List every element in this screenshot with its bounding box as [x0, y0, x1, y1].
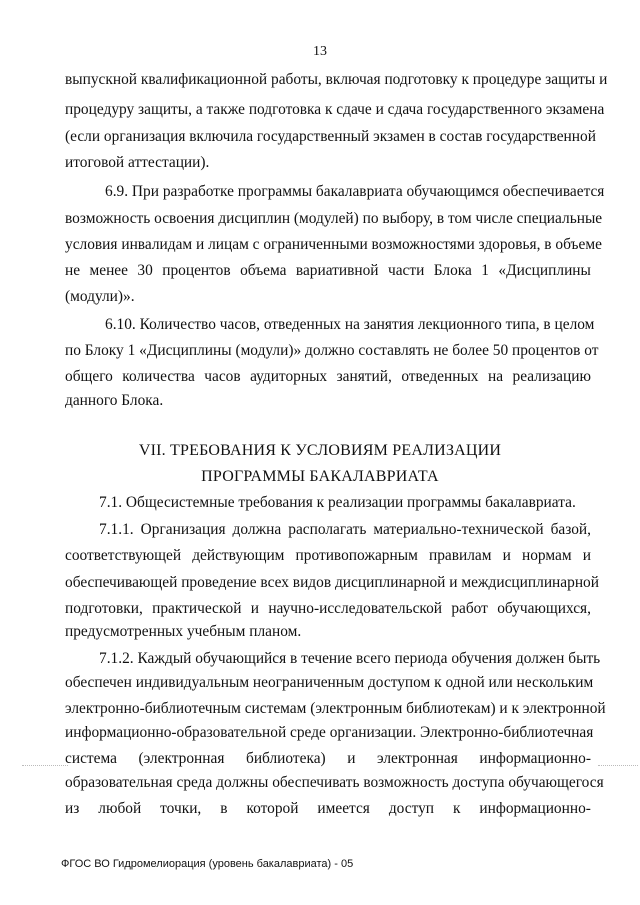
text-line-justified: система (электронная библиотека) и электронная информационно- [65, 750, 591, 767]
text-line: информационно-образовательной среде организации. Электронно-библиотечная [65, 724, 594, 741]
text-line-justified: подготовки, практической и научно-исследовательской работ обучающихся, [65, 600, 591, 617]
text-line: 7.1.2. Каждый обучающийся в течение всего периода обучения должен быть [99, 650, 601, 667]
text-line-justified: 7.1.1. Организация должна располагать материально-технической базой, [99, 521, 591, 538]
text-line: условия инвалидам и лицам с ограниченными возможностями здоровья, в объеме [65, 236, 602, 253]
text-line-justified: общего количества часов аудиторных занятий, отведенных на реализацию [65, 368, 591, 385]
text-line: 6.10. Количество часов, отведенных на занятия лекционного типа, в целом [105, 316, 595, 333]
text-line-justified: из любой точки, в которой имеется доступ к информационно- [65, 800, 591, 817]
document-footer: ФГОС ВО Гидромелиорация (уровень бакалавриата) - 05 [61, 858, 354, 870]
text-line: 7.1. Общесистемные требования к реализации программы бакалавриата. [99, 494, 576, 511]
text-line: возможность освоения дисциплин (модулей) по выбору, в том числе специальные [65, 210, 603, 227]
text-line: обеспечивающей проведение всех видов дисциплинарной и междисциплинарной [65, 574, 599, 591]
text-line: по Блоку 1 «Дисциплины (модули)» должно составлять не более 50 процентов от [65, 342, 599, 359]
text-line: (если организация включила государственный экзамен в состав государственной [65, 128, 596, 145]
text-line: данного Блока. [65, 392, 164, 409]
page-number: 13 [313, 44, 327, 59]
text-line: итоговой аттестации). [65, 154, 210, 171]
text-line: выпускной квалификационной работы, включая подготовку к процедуре защиты и [65, 71, 608, 88]
section-heading: VII. ТРЕБОВАНИЯ К УСЛОВИЯМ РЕАЛИЗАЦИИ [138, 442, 502, 459]
text-line: обеспечен индивидуальным неограниченным доступом к одной или нескольким [65, 674, 594, 691]
text-line: электронно-библиотечным системам (электронным библиотекам) и к электронной [65, 700, 606, 717]
text-line: (модули)». [65, 288, 135, 305]
text-line: образовательная среда должны обеспечивать возможность доступа обучающегося [65, 774, 604, 791]
text-line: предусмотренных учебным планом. [65, 623, 302, 640]
text-line-justified: не менее 30 процентов объема вариативной части Блока 1 «Дисциплины [65, 262, 591, 279]
text-line: процедуру защиты, а также подготовка к сдаче и сдача государственного экзамена [65, 101, 605, 118]
scan-artifact [598, 765, 638, 766]
text-line: 6.9. При разработке программы бакалавриата обучающимся обеспечивается [105, 183, 605, 200]
section-heading: ПРОГРАММЫ БАКАЛАВРИАТА [201, 468, 439, 485]
scan-artifact [22, 765, 68, 766]
text-line-justified: соответствующей действующим противопожарным правилам и нормам и [65, 547, 591, 564]
